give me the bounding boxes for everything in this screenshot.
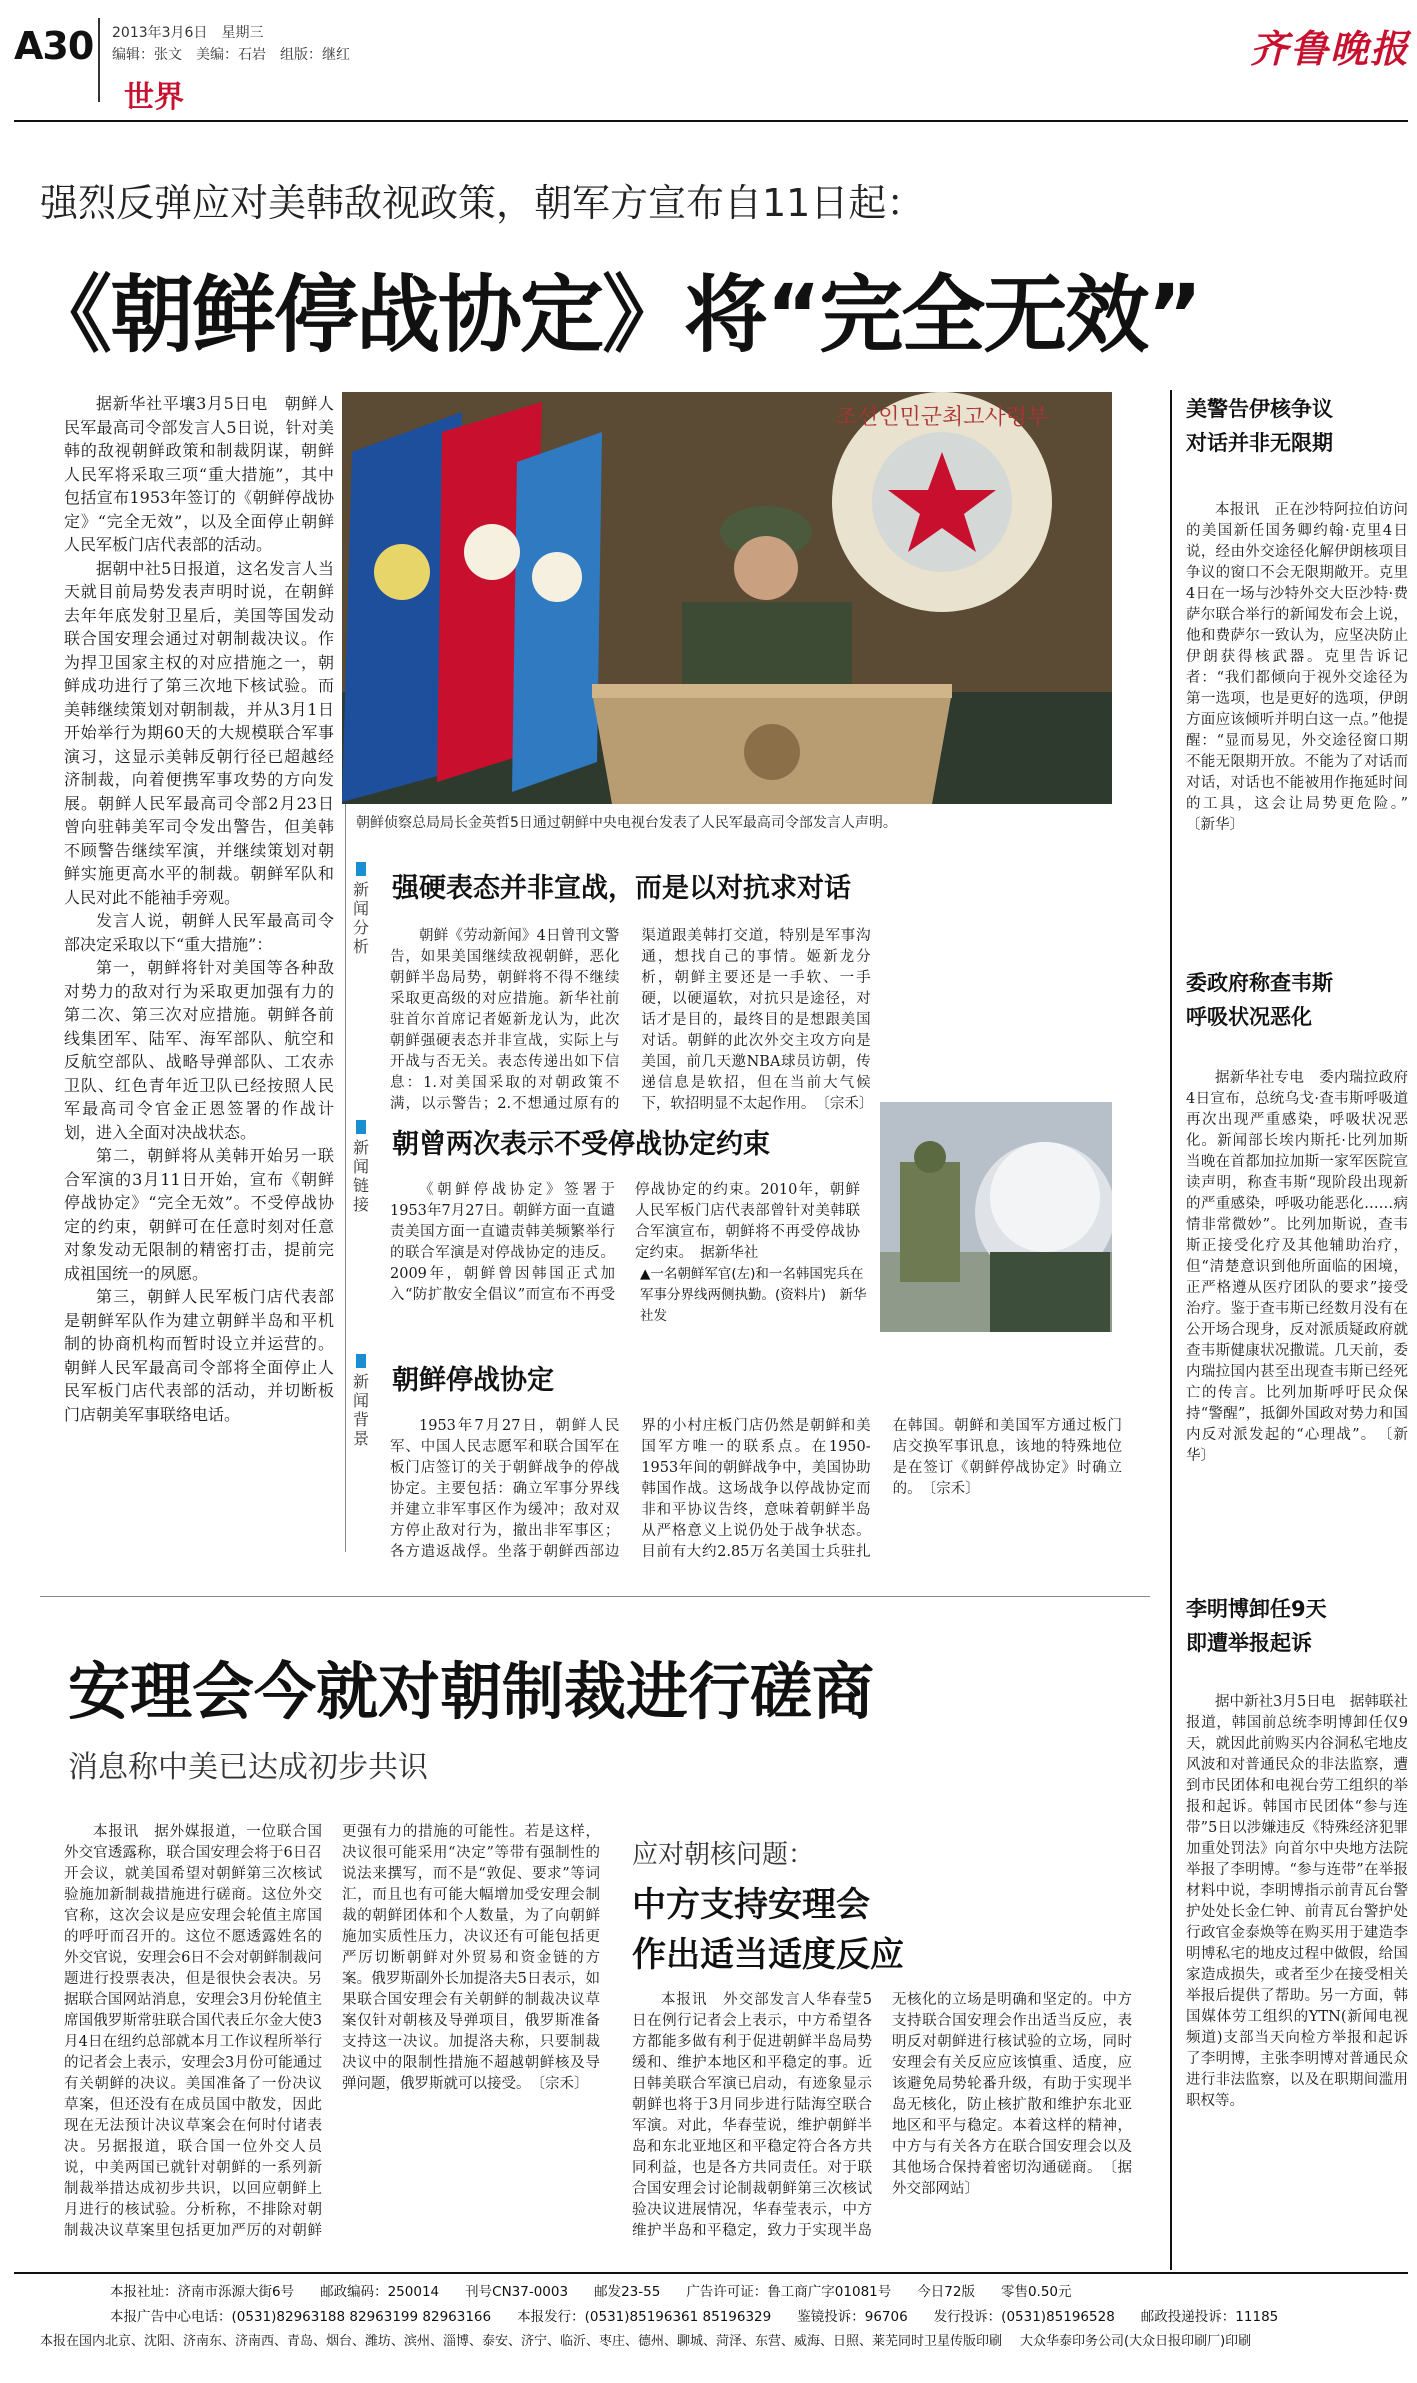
sc-body: 本报讯 据外媒报道，一位联合国外交官透露称，联合国安理会将于6日召开会议，就美国希望对朝鲜第三次核试验施加新制裁措施进行磋商。这位外交官称，这次会议是应安理会轮值主席国的呼吁而召开的。这位不愿透露姓名的外交官说，安理会6日不会对朝鲜制裁问题进行投票表决，但是很快会表决。另据联合国网站消息，安理会3月份轮值主席国俄罗斯常驻联合国代表丘尔金大使3月4日在纽约总部就本月工作议程所举行的记者会上表示，安理会3月份可能通过有关朝鲜的决议。美国准备了一份决议草案，但还没有在成员国中散发，因此现在无法预计决议草案会在何时付诸表决。另据报道，联合国一位外交人员说，中美两国已就针对朝鲜的一系列新制裁举措达成初步共识，以回应朝鲜上月进行的核试验。分析称，不排除对朝制裁决议草案里包括更加严厉的对朝鲜更强有力的措施的可能性。若是这样，决议很可能采用“决定”等带有强制性的说法来撰写，而不是“敦促、要求”等词汇，而且也有可能大幅增加受安理会制裁的朝鲜团体和个人数量，为了向朝鲜施加实质性压力，决议还有可能包括更严厉切断朝鲜对外贸易和资金链的方案。俄罗斯副外长加提洛夫5日表示，如果联合国安理会有关朝鲜的制裁决议草案仅针对朝核及导弹项目，俄罗斯准备支持这一决议。加提洛夫称，只要制裁决议中的限制性措施不超越朝鲜核及导弹问题，俄罗斯就可以接受。 〔宗禾〕 xyxy=(64,1824,600,2239)
sc-subhead: 消息称中美已达成初步共识 xyxy=(68,1750,428,1785)
cn-headline xyxy=(632,1880,904,1980)
link-photo xyxy=(880,1102,1112,1332)
press-conference-illustration xyxy=(342,392,1112,804)
footer-address: 本报社址：济南市泺源大街6号 xyxy=(110,2284,295,2300)
label-marker xyxy=(356,1120,366,1134)
lead-paragraph: 第三，朝鲜人民军板门店代表部是朝鲜军队作为建立朝鲜半岛和平机制的协商机构而暂时设立并运营的。朝鲜人民军最高司令部将全面停止人民军板门店代表部的活动，并切断板门店朝美军事联络电话。 xyxy=(64,1287,334,1424)
lead-paragraph: 发言人说，朝鲜人民军最高司令部决定采取以下“重大措施”： xyxy=(64,911,334,954)
cn-headline-line: 作出适当适度反应 xyxy=(632,1935,904,1975)
analysis-body: 朝鲜《劳动新闻》4日曾刊文警告，如果美国继续敌视朝鲜，恶化朝鲜半岛局势，朝鲜将不得不继续采取更高级的对应措施。新华社前驻首尔首席记者姬新龙认为，此次朝鲜强硬表态并非宣战，实际上与开战与否无关。表态传递出如下信息：1.对美国采取的对朝政策不满，以示警告；2.不想通过原有的渠道跟美韩打交道，特别是军事沟通，想找自己的事情。姬新龙分析，朝鲜主要还是一手软、一手硬，以硬逼软，对抗只是途径，对话才是目的，最终目的是想跟美国对话。朝鲜的此次外交主攻方向是美国，前几天邀NBA球员访朝，传递信息是软招，但在当前大气候下，软招明显不太起作用。 〔宗禾〕 xyxy=(390,928,874,1112)
sidebar xyxy=(1186,392,1408,2272)
lead-body xyxy=(64,392,334,1592)
lead-kicker: 强烈反弹应对美韩敌视政策，朝军方宣布自11日起： xyxy=(40,181,925,225)
border-guards-illustration xyxy=(880,1102,1112,1332)
label-marker xyxy=(356,862,366,876)
issue-date: 2013年3月6日 星期三 xyxy=(112,25,264,41)
sc-headline: 安理会今就对朝制裁进行磋商 xyxy=(68,1655,875,1728)
link-photo-caption: ▲一名朝鲜军官(左)和一名韩国宪兵在军事分界线两侧执勤。(资料片) 新华社发 xyxy=(640,1266,867,1324)
cn-body: 本报讯 外交部发言人华春莹5日在例行记者会上表示，中方希望各方都能多做有利于促进朝鲜半岛局势缓和、维护本地区和平稳定的事。近日韩美联合军演已启动，有迹象显示朝鲜也将于3月同步进行陆海空联合军演。对此，华春莹说，维护朝鲜半岛和东北亚地区和平稳定符合各方共同利益，也是各方共同责任。对于联合国安理会讨论制裁朝鲜第三次核试验决议进展情况，华春莹表示，中方维护半岛和平稳定，致力于实现半岛无核化的立场是明确和坚定的。中方支持联合国安理会作出适当反应，表明反对朝鲜进行核试验的立场，同时安理会有关反应应该慎重、适度，应该避免局势轮番升级，有助于实现半岛无核化，防止核扩散和维护东北亚地区和平与稳定。本着这样的精神，中方与有关各方在联合国安理会以及其他场合保持着密切沟通磋商。 〔据外交部网站〕 xyxy=(632,1992,1132,2239)
link-label: 新闻链接 xyxy=(350,1120,372,1214)
analysis-title: 强硬表态并非宣战，而是以对抗求对话 xyxy=(392,873,851,904)
background-body: 1953年7月27日，朝鲜人民军、中国人民志愿军和联合国军在板门店签订的关于朝鲜战争的停战协定。主要包括：确立军事分界线并建立非军事区作为缓冲；敌对双方停止敌对行为，撤出非军事区；各方遣返战俘。坐落于朝鲜西部边界的小村庄板门店仍然是朝鲜和美国军方唯一的联系点。在1950-1953年间的朝鲜战争中，美国协助韩国作战。这场战争以停战协定而非和平协议告终，意味着朝鲜半岛从严格意义上说仍处于战争状态。目前有大约2.85万名美国士兵驻扎在韩国。朝鲜和美国军方通过板门店交换军事讯息，该地的特殊地位是在签订《朝鲜停战协定》时确立的。 〔宗禾〕 xyxy=(390,1418,1122,1560)
newspaper-logo: 齐鲁晚报 xyxy=(1250,26,1411,71)
section-name: 世界 xyxy=(124,80,184,115)
sidebar-title-iran: 美警告伊核争议 对话并非无限期 xyxy=(1186,397,1333,455)
lead-photo-caption: 朝鲜侦察总局局长金英哲5日通过朝鲜中央电视台发表了人民军最高司令部发言人声明。 xyxy=(356,815,897,831)
cn-headline-line: 中方支持安理会 xyxy=(632,1885,870,1925)
background-label: 新闻背景 xyxy=(350,1354,372,1448)
footer-print-sites: 本报在国内北京、沈阳、济南东、济南西、青岛、烟台、潍坊、滨州、淄博、泰安、济宁、临沂、枣庄、德州、聊城、菏泽、东营、威海、日照、莱芜同时卫星传版印刷 xyxy=(40,2334,1003,2349)
footer-issn: 刊号CN37-0003 xyxy=(465,2284,569,2300)
footer-complaint-2: 发行投诉：(0531)85196528 xyxy=(933,2309,1115,2325)
analysis-label: 新闻分析 xyxy=(350,862,372,956)
lead-paragraph: 第二，朝鲜将从美韩开始另一联合军演的3月11日开始，宣布《朝鲜停战协定》“完全无效”。不受停战协定的约束，朝鲜可在任意时刻对任意对象发动无限制的精密打击，提前完成祖国统一的夙愿。 xyxy=(64,1146,334,1283)
footer-row-3 xyxy=(40,2330,1340,2349)
sidebar-title-lee: 李明博卸任9天 即遭举报起诉 xyxy=(1186,1597,1327,1655)
link-title: 朝曾两次表示不受停战协定约束 xyxy=(392,1129,770,1160)
footer-ad-license: 广告许可证：鲁工商广字01081号 xyxy=(686,2284,892,2300)
label-marker xyxy=(356,1354,366,1368)
footer-ad-phone: 本报广告中心电话：(0531)82963188 82963199 82963166 xyxy=(110,2309,492,2325)
header-rule xyxy=(14,120,1408,122)
sidebar-body-chavez: 据新华社专电 委内瑞拉政府4日宣布，总统乌戈·查韦斯呼吸道再次出现严重感染，呼吸状况恶化。新闻部长埃内斯托·比列加斯当晚在首都加拉加斯一家军医院宣读声明，称查韦斯“现阶段出现新的严重感染，呼吸功能恶化……病情非常微妙”。比列加斯说，查韦斯正接受化疗及其他辅助治疗，但“清楚意识到他所面临的困境，正严格遵从医疗团队的要求”接受治疗。鉴于查韦斯已经数月没有在公开场合现身，反对派质疑政府就查韦斯健康状况撒谎。几天前，委内瑞拉国内甚至出现查韦斯已经死亡的传言。比列加斯呼吁民众保持“警醒”，抵御外国政对势力和国内反对派发起的“心理战”。 〔新华〕 xyxy=(1186,1070,1408,1464)
sidebar-divider xyxy=(1170,390,1172,2270)
cn-kicker: 应对朝核问题： xyxy=(632,1840,815,1870)
header-divider-vertical xyxy=(98,18,100,102)
footer-price: 零售0.50元 xyxy=(1000,2284,1072,2300)
lead-paragraph: 第一，朝鲜将针对美国等各种敌对势力的敌对行为采取更加强有力的第二次、第三次对应措施。朝鲜各前线集团军、陆军、海军部队、航空和反航空部队、战略导弹部队、工农赤卫队、红色青年近卫队已经按照人民军最高司令官金正恩签署的作战计划，进入全面对决战状态。 xyxy=(64,958,334,1142)
footer-printer: 大众华泰印务公司(大众日报印刷厂)印刷 xyxy=(1020,2334,1252,2349)
sidebar-title-chavez: 委政府称查韦斯 呼吸状况恶化 xyxy=(1186,971,1333,1029)
link-body: 《朝鲜停战协定》签署于1953年7月27日。朝鲜方面一直谴责美国方面一直谴责韩美频繁举行的联合军演是对停战协定的违反。2009年，朝鲜曾因韩国正式加入“防扩散安全倡议”而宣布不再受停战协定的约束。2010年，朝鲜人民军板门店代表部曾针对美韩联合军演宣布，朝鲜将不再受停战协定约束。 据新华社 xyxy=(390,1182,860,1303)
emblem-lettering: 조선인민군최고사령부 xyxy=(835,405,1049,430)
sidebar-body-lee: 据中新社3月5日电 据韩联社报道，韩国前总统李明博卸任仅9天，就因此前购买内谷洞私宅地皮风波和对普通民众的非法监察，遭到市民团体和电视台劳工组织的举报和起诉。韩国市民团体“参与连带”5日以涉嫌违反《特殊经济犯罪加重处罚法》向首尔中央地方法院举报了李明博。“参与连带”在举报材料中说，李明博指示前青瓦台警护处处长金仁钟、前青瓦台警护处行政官金泰焕等在购买用于建造李明博私宅的地皮过程中做假，给国家造成损失，或者至少在接受相关举报后提供了帮助。另一方面，韩国媒体劳工组织的YTN(新闻电视频道)支部当天向检方举报和起诉了李明博，主张李明博对普通民众进行非法监察，以及在职期间滥用职权等。 xyxy=(1186,1694,1408,2109)
footer-complaint-1: 鉴镜投诉：96706 xyxy=(797,2309,908,2325)
footer-postal-code: 邮发23-55 xyxy=(594,2284,661,2300)
page-number: A30 xyxy=(14,24,94,68)
footer-postcode: 邮政编码：250014 xyxy=(320,2284,440,2300)
section-rule xyxy=(40,1596,1150,1597)
lead-paragraph: 据朝中社5日报道，这名发言人当天就目前局势发表声明时说，在朝鲜去年年底发射卫星后，美国等国发动联合国安理会通过对朝制裁决议。作为捍卫国家主权的对应措施之一，朝鲜成功进行了第三次地下核试验。而美韩继续策划对朝制裁，并从3月1日开始举行为期60天的大规模联合军事演习，这显示美韩反朝行径已超越经济制裁，向着便携军事攻势的方向发展。朝鲜人民军最高司令部2月23日曾向驻韩美军司令发出警告，但美韩不顾警告继续军演，并继续策划对朝鲜实施更高水平的制裁。朝鲜军队和人民对此不能袖手旁观。 xyxy=(64,558,334,907)
lead-headline: 《朝鲜停战协定》将“完全无效” xyxy=(28,266,1201,364)
footer-page-count: 今日72版 xyxy=(917,2284,975,2300)
footer-row-1 xyxy=(110,2280,1410,2300)
lead-photo xyxy=(342,392,1112,804)
staff-credits: 编辑：张文 美编：石岩 组版：继红 xyxy=(112,47,350,63)
footer-complaint-3: 邮政投递投诉：11185 xyxy=(1140,2309,1279,2325)
background-title: 朝鲜停战协定 xyxy=(392,1365,554,1396)
sidebar-body-iran: 本报讯 正在沙特阿拉伯访问的美国新任国务卿约翰·克里4日说，经由外交途径化解伊朗核项目争议的窗口不会无限期敞开。克里4日在一场与沙特外交大臣沙特·费萨尔联合举行的新闻发布会上说，他和费萨尔一致认为，应坚决防止伊朗获得核武器。克里告诉记者：“我们都倾向于视外交途径为第一选项，也是更好的选项，伊朗方面应该倾听并明白这一点。”他提醒：“显而易见，外交途径窗口期不能无限期开放。不能为了对话而对话，对话也不能被用作拖延时间的工具，这会让局势更危险。” 〔新华〕 xyxy=(1186,502,1408,833)
footer-row-2 xyxy=(110,2305,1410,2325)
footer-distribution: 本报发行：(0531)85196361 85196329 xyxy=(517,2309,772,2325)
footer-rule xyxy=(14,2272,1408,2274)
lead-paragraph: 据新华社平壤3月5日电 朝鲜人民军最高司令部发言人5日说，针对美韩的敌视朝鲜政策和制裁阴谋，朝鲜人民军将采取三项“重大措施”，其中包括宣布1953年签订的《朝鲜停战协定》“完全无效”，以及全面停止朝鲜人民军板门店代表部的活动。 xyxy=(64,394,334,554)
